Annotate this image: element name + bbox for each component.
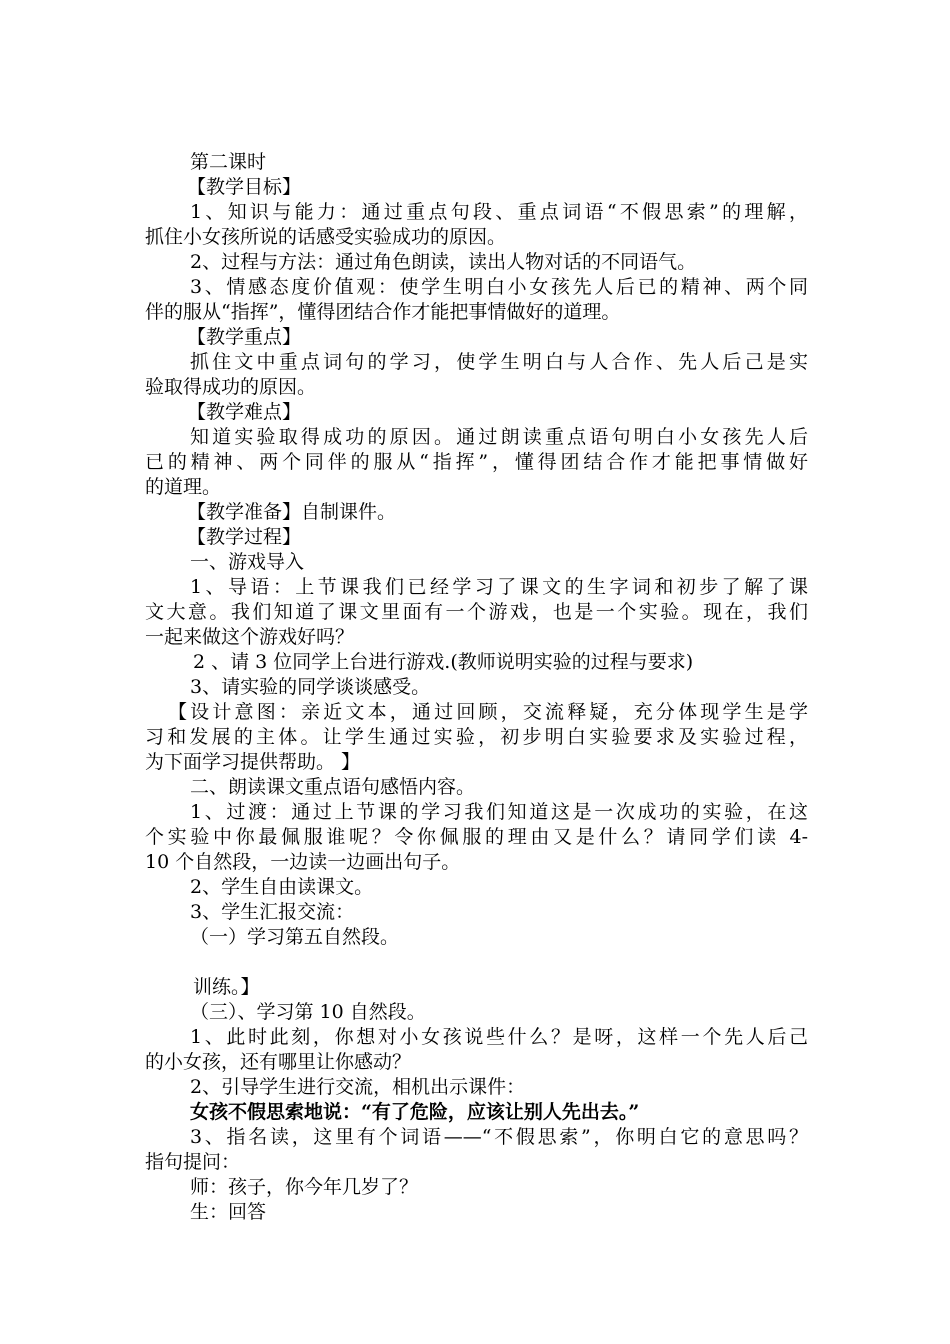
text-line: 2 、请 3 位同学上台进行游戏.(教师说明实验的过程与要求): [193, 651, 694, 673]
text-line: 1、导语：上节课我们已经学习了课文的生字词和初步了解了课: [190, 576, 808, 598]
text-line: 抓住小女孩所说的话感受实验成功的原因。: [145, 226, 507, 248]
text-line: （一）学习第五自然段。: [190, 926, 400, 948]
text-line: 2、引导学生进行交流，相机出示课件：: [190, 1076, 526, 1098]
section-heading-preparation: 【教学准备】自制课件。: [187, 501, 397, 523]
text-line: （三）、学习第 10 自然段。: [190, 1001, 426, 1023]
section-heading-process: 【教学过程】: [187, 526, 302, 548]
text-line: 一起来做这个游戏好吗？: [145, 626, 355, 648]
text-line: 指句提问：: [145, 1151, 241, 1173]
text-line: 2、过程与方法：通过角色朗读，读出人物对话的不同语气。: [190, 251, 697, 273]
text-line: 1、过渡：通过上节课的学习我们知道这是一次成功的实验，在这: [190, 801, 808, 823]
text-line: 抓住文中重点词句的学习，使学生明白与人合作、先人后己是实: [190, 351, 808, 373]
text-line: 的小女孩，还有哪里让你感动？: [145, 1051, 412, 1073]
text-line: 1、此时此刻，你想对小女孩说些什么？是呀，这样一个先人后己: [190, 1026, 808, 1048]
text-line: 二、朗读课文重点语句感悟内容。: [190, 776, 476, 798]
quoted-sentence: 女孩不假思索地说：“有了危险，应该让别人先出去。”: [190, 1101, 640, 1123]
text-line: 知道实验取得成功的原因。通过朗读重点语句明白小女孩先人后: [190, 426, 808, 448]
text-line: 伴的服从“指挥”，懂得团结合作才能把事情做好的道理。: [145, 301, 621, 323]
section-heading-objectives: 【教学目标】: [187, 176, 302, 198]
text-line: 10 个自然段，一边读一边画出句子。: [145, 851, 461, 873]
text-line: 训练。】: [193, 976, 260, 998]
text-line: 文大意。我们知道了课文里面有一个游戏，也是一个实验。现在，我们: [145, 601, 808, 623]
text-line: 已的精神、两个同伴的服从“指挥”，懂得团结合作才能把事情做好: [145, 451, 808, 473]
text-line: 生：回答: [190, 1201, 267, 1223]
text-line: 3、请实验的同学谈谈感受。: [190, 676, 431, 698]
text-line: 3、学生汇报交流：: [190, 901, 355, 923]
text-line: 师：孩子，你今年几岁了？: [190, 1176, 419, 1198]
text-line: 为下面学习提供帮助。 】: [145, 751, 361, 773]
text-line: 个实验中你最佩服谁呢？令你佩服的理由又是什么？请同学们读 4-: [145, 826, 808, 848]
text-line: 习和发展的主体。让学生通过实验，初步明白实验要求及实验过程，: [145, 726, 808, 748]
text-line: 验取得成功的原因。: [145, 376, 317, 398]
text-line: 1、知识与能力：通过重点句段、重点词语“不假思索”的理解，: [190, 201, 808, 223]
text-line: 2、学生自由读课文。: [190, 876, 374, 898]
lesson-heading: 第二课时: [190, 151, 267, 173]
text-line: 3、指名读，这里有个词语——“不假思索”，你明白它的意思吗？: [190, 1126, 808, 1148]
text-line: 【设计意图：亲近文本，通过回顾，交流释疑，充分体现学生是学: [168, 701, 808, 723]
section-heading-key-points: 【教学重点】: [187, 326, 302, 348]
text-line: 的道理。: [145, 476, 222, 498]
text-line: 3、情感态度价值观：使学生明白小女孩先人后已的精神、两个同: [190, 276, 808, 298]
text-line: 一、游戏导入: [190, 551, 305, 573]
section-heading-difficulties: 【教学难点】: [187, 401, 302, 423]
